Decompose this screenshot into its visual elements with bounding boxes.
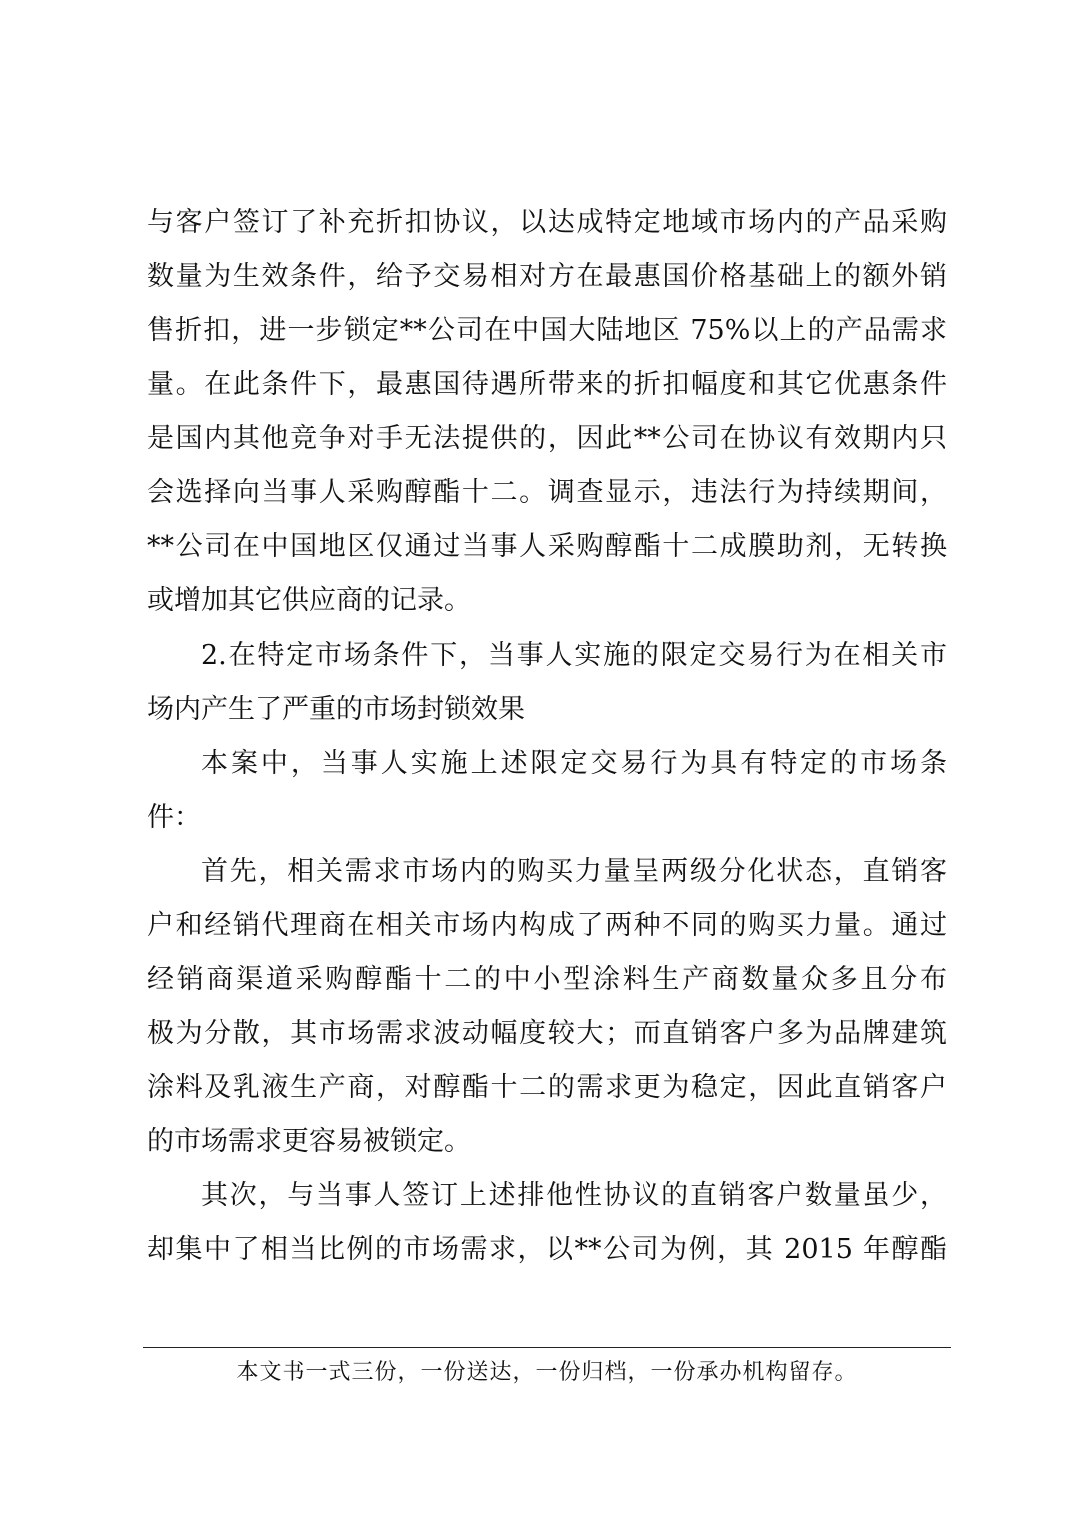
text-line: 其次，与当事人签订上述排他性协议的直销客户数量虽少，	[201, 1180, 947, 1211]
text-line: **公司在中国地区仅通过当事人采购醇酯十二成膜助剂，无转换	[147, 531, 947, 562]
text-line: 却集中了相当比例的市场需求，以**公司为例，其 2015 年醇酯	[147, 1234, 947, 1265]
text-line: 场内产生了严重的市场封锁效果	[147, 694, 525, 725]
text-line: 极为分散，其市场需求波动幅度较大；而直销客户多为品牌建筑	[147, 1018, 947, 1049]
text-line: 件：	[147, 802, 201, 833]
text-line: 首先，相关需求市场内的购买力量呈两级分化状态，直销客	[201, 856, 947, 887]
text-line: 售折扣，进一步锁定**公司在中国大陆地区 75%以上的产品需求	[147, 315, 947, 346]
text-line: 与客户签订了补充折扣协议，以达成特定地域市场内的产品采购	[147, 207, 947, 238]
text-line: 量。在此条件下，最惠国待遇所带来的折扣幅度和其它优惠条件	[147, 369, 947, 400]
footer-note: 本文书一式三份，一份送达，一份归档，一份承办机构留存。	[236, 1360, 858, 1385]
text-line: 涂料及乳液生产商，对醇酯十二的需求更为稳定，因此直销客户	[147, 1072, 947, 1103]
text-line: 是国内其他竞争对手无法提供的，因此**公司在协议有效期内只	[147, 423, 947, 454]
text-line: 经销商渠道采购醇酯十二的中小型涂料生产商数量众多且分布	[147, 964, 947, 995]
text-line: 本案中，当事人实施上述限定交易行为具有特定的市场条	[201, 748, 947, 779]
text-line: 户和经销代理商在相关市场内构成了两种不同的购买力量。通过	[147, 910, 947, 941]
footer-divider	[143, 1347, 951, 1348]
text-line: 2.在特定市场条件下，当事人实施的限定交易行为在相关市	[201, 640, 947, 671]
text-line: 会选择向当事人采购醇酯十二。调查显示，违法行为持续期间，	[147, 477, 947, 508]
text-line: 或增加其它供应商的记录。	[147, 585, 471, 616]
text-line: 数量为生效条件，给予交易相对方在最惠国价格基础上的额外销	[147, 261, 947, 292]
text-line: 的市场需求更容易被锁定。	[147, 1126, 471, 1157]
